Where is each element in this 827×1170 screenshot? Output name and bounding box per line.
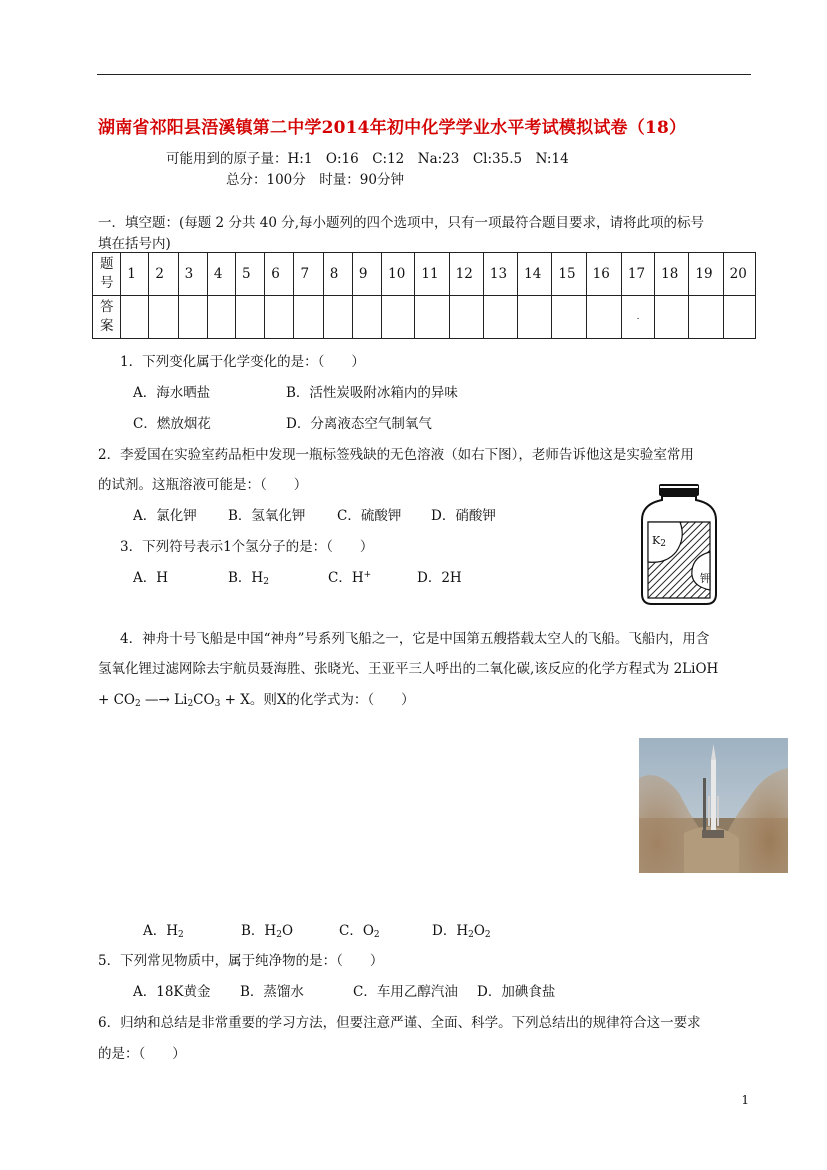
question-3-option-d: D．2H: [417, 570, 462, 586]
question-1-option-c: C．燃放烟花: [133, 416, 211, 432]
question-6-line1: 6．归纳和总结是非常重要的学习方法，但要注意严谨、全面、科学。下列总结出的规律符合这一要求: [98, 1015, 701, 1031]
answer-cell[interactable]: .: [621, 296, 654, 339]
atomic-masses-line: 可能用到的原子量：H:1 O:16 C:12 Na:23 Cl:35.5 N:14: [166, 151, 569, 167]
table-header-cell: 答案: [93, 296, 121, 339]
question-number-cell: 1: [121, 253, 149, 296]
answer-cell[interactable]: [323, 296, 352, 339]
question-1-option-a: A．海水晒盐: [133, 385, 211, 401]
question-5-option-b: B．蒸馏水: [240, 984, 304, 1000]
section-heading-line1: 一．填空题：(每题 2 分共 40 分,每小题列的四个选项中，只有一项最符合题目要求，请将此项的标号: [98, 215, 704, 231]
question-5-option-d: D．加碘食盐: [477, 984, 556, 1000]
question-3-stem: 3．下列符号表示1个氢分子的是：（ ）: [120, 539, 374, 555]
question-2-option-a: A．氯化钾: [133, 508, 197, 524]
question-5-stem: 5．下列常见物质中，属于纯净物的是：（ ）: [98, 953, 384, 969]
answer-cell[interactable]: [689, 296, 723, 339]
answer-cell[interactable]: [655, 296, 689, 339]
question-number-cell: 11: [415, 253, 449, 296]
bottle-label-word: 钾: [700, 572, 711, 585]
answer-table: [92, 252, 756, 339]
question-number-cell: 20: [723, 253, 755, 296]
answer-cell[interactable]: [294, 296, 323, 339]
answer-cell[interactable]: [518, 296, 552, 339]
page-number: 1: [741, 1093, 749, 1107]
question-number-cell: 16: [586, 253, 621, 296]
question-4-line3: + $CO_2$ —→ $Li_2CO_3 + X$。则X的化学式为：（ ）: [98, 692, 415, 709]
question-1-option-b: B．活性炭吸附冰箱内的异味: [286, 385, 458, 401]
bottle-label-k: $K_2$: [652, 534, 666, 549]
question-number-cell: 8: [323, 253, 352, 296]
answer-cell[interactable]: [723, 296, 755, 339]
answer-cell[interactable]: [483, 296, 517, 339]
question-2-line1: 2．李爱国在实验室药品柜中发现一瓶标签残缺的无色溶液（如右下图），老师告诉他这是实验室常用: [98, 447, 694, 463]
answer-table-number-row: [93, 253, 756, 296]
question-number-cell: 4: [207, 253, 235, 296]
question-number-cell: 3: [178, 253, 207, 296]
question-2-line2: 的试剂。这瓶溶液可能是：（ ）: [98, 477, 308, 493]
score-time-line: 总分：100分 时量：90分钟: [226, 172, 404, 188]
question-number-cell: 17: [621, 253, 654, 296]
answer-table-answer-row: [93, 296, 756, 339]
question-4-option-b: B．$H_2O$: [241, 923, 294, 940]
answer-cell[interactable]: [449, 296, 483, 339]
question-1-option-d: D．分离液态空气制氧气: [286, 416, 432, 432]
question-2-option-b: B．氢氧化钾: [228, 508, 306, 524]
question-number-cell: 6: [265, 253, 294, 296]
question-3-option-a: A．H: [133, 570, 169, 586]
question-number-cell: 2: [149, 253, 178, 296]
question-5-option-c: C．车用乙醇汽油: [353, 984, 458, 1000]
question-4-line2: 氢氧化锂过滤网除去宇航员聂海胜、张晓光、王亚平三人呼出的二氧化碳,该反应的化学方程式为 2LiOH: [98, 661, 719, 677]
answer-cell[interactable]: [265, 296, 294, 339]
question-number-cell: 10: [382, 253, 415, 296]
question-number-cell: 15: [552, 253, 586, 296]
answer-cell[interactable]: [121, 296, 149, 339]
question-number-cell: 9: [352, 253, 381, 296]
answer-cell[interactable]: [149, 296, 178, 339]
question-1-stem: 1．下列变化属于化学变化的是：（ ）: [120, 354, 365, 370]
question-4-option-d: D．$H_2O_2$: [432, 923, 491, 940]
answer-cell[interactable]: [415, 296, 449, 339]
answer-cell[interactable]: [178, 296, 207, 339]
document-title: 湖南省祁阳县浯溪镇第二中学2014年初中化学学业水平考试模拟试卷（18）: [98, 118, 687, 138]
question-2-option-c: C．硫酸钾: [337, 508, 402, 524]
question-3-option-b: B．$H_2$: [228, 570, 269, 587]
question-number-cell: 14: [518, 253, 552, 296]
section-heading-line2: 填在括号内): [98, 236, 171, 252]
question-number-cell: 19: [689, 253, 723, 296]
answer-cell[interactable]: [552, 296, 586, 339]
answer-cell[interactable]: [382, 296, 415, 339]
answer-cell[interactable]: [207, 296, 235, 339]
question-number-cell: 5: [236, 253, 265, 296]
question-6-line2: 的是：（ ）: [98, 1046, 186, 1062]
answer-cell[interactable]: [586, 296, 621, 339]
rocket-launch-photo: [639, 738, 788, 873]
question-4-option-c: C．$O_2$: [339, 923, 380, 940]
question-4-option-a: A．$H_2$: [143, 923, 184, 940]
header-rule: [97, 74, 751, 75]
table-header-cell: 题号: [93, 253, 121, 296]
question-number-cell: 13: [483, 253, 517, 296]
answer-cell[interactable]: [352, 296, 381, 339]
question-number-cell: 18: [655, 253, 689, 296]
question-number-cell: 12: [449, 253, 483, 296]
answer-cell[interactable]: [236, 296, 265, 339]
reagent-bottle-figure: [636, 482, 722, 606]
question-number-cell: 7: [294, 253, 323, 296]
question-4-line1: 4．神舟十号飞船是中国“神舟”号系列飞船之一，它是中国第五艘搭载太空人的飞船。飞船内，用含: [120, 631, 710, 647]
question-5-option-a: A．18K黄金: [133, 984, 211, 1000]
question-3-option-c: C．H+: [328, 570, 372, 586]
question-2-option-d: D．硝酸钾: [431, 508, 496, 524]
